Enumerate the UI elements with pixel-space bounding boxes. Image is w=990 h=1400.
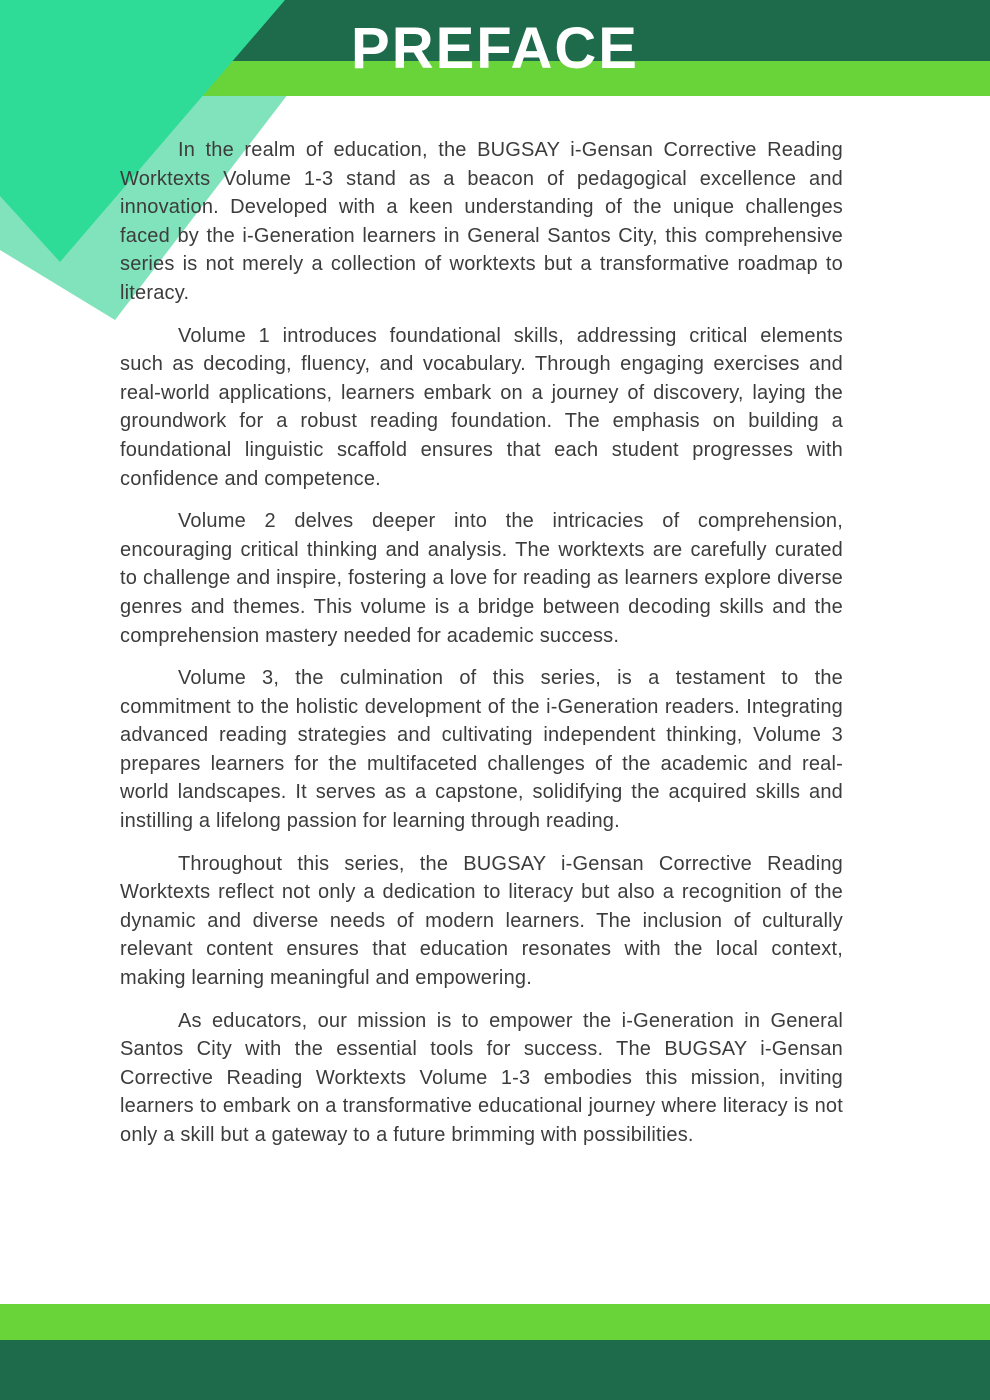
page-title: PREFACE [351,16,639,81]
preface-paragraph-1: In the realm of education, the BUGSAY i-Gensan Corrective Reading Worktexts Volume 1-3 stand as a beacon of pedagogical excellence and innovation. Developed with a keen understanding of the unique challenges faced by the i-Generation learners in General Santos City, this comprehensive series is not merely a collection of worktexts but a transformative roadmap to literacy. [120,139,843,304]
preface-paragraph-4: Volume 3, the culmination of this series, is a testament to the commitment to the holistic development of the i-Generation readers. Integrating advanced reading strategies and cultivating independent thinking, Volume 3 prepares learners for the multifaceted challenges of the academic and real-world landscapes. It serves as a capstone, solidifying the acquired skills and instilling a lifelong passion for learning through reading. [120,667,843,833]
preface-paragraph-2: Volume 1 introduces foundational skills, addressing critical elements such as decoding, fluency, and vocabulary. Through engaging exercises and real-world applications, learners embark on a journey of discovery, laying the groundwork for a robust reading foundation. The emphasis on building a foundational linguistic scaffold ensures that each student progresses with confidence and competence. [120,324,843,490]
footer-accent-stripe [0,1304,990,1340]
preface-paragraph-5: Throughout this series, the BUGSAY i-Gensan Corrective Reading Worktexts reflect not only a dedication to literacy but also a recognition of the dynamic and diverse needs of modern learners. The inclusion of culturally relevant content ensures that education resonates with the local context, making learning meaningful and empowering. [120,852,843,990]
preface-paragraph-3: Volume 2 delves deeper into the intricacies of comprehension, encouraging critical thinking and analysis. The worktexts are carefully curated to challenge and inspire, fostering a love for reading as learners explore diverse genres and themes. This volume is a bridge between decoding skills and the comprehension mastery needed for academic success. [120,510,843,647]
preface-paragraph-6: As educators, our mission is to empower the i-Generation in General Santos City with the essential tools for success. The BUGSAY i-Gensan Corrective Reading Worktexts Volume 1-3 embodies this mission, inviting learners to embark on a transformative educational journey where literacy is not only a skill but a gateway to a future brimming with possibilities. [120,1009,843,1146]
footer-band [0,1340,990,1400]
preface-body [120,136,843,1164]
